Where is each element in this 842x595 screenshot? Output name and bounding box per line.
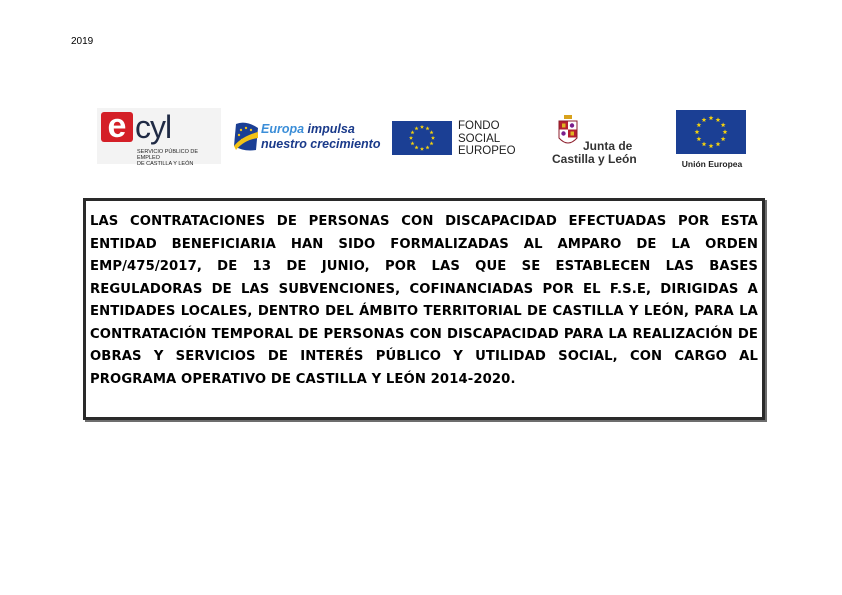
union-europea-logo: [674, 110, 750, 170]
eu-flag-icon: [676, 110, 746, 154]
eu-stars-emblem-icon: [232, 122, 260, 152]
junta-line1: Junta de: [583, 139, 633, 153]
europa-impulsa-line2: nuestro crecimiento: [261, 137, 381, 151]
ecyl-subtitle: [137, 149, 221, 167]
logo-strip: [0, 106, 842, 170]
ecyl-logo: [97, 107, 221, 167]
eu-flag-icon: [392, 121, 452, 155]
europa-impulsa-line1: [261, 122, 355, 136]
notice-box: [83, 198, 765, 420]
fse-logo: [392, 120, 528, 158]
junta-line2: Castilla y León: [552, 152, 637, 166]
impulsa-word: impulsa: [307, 122, 355, 136]
europa-impulsa-logo: [232, 122, 384, 156]
europa-word: Europa: [261, 122, 305, 136]
union-europea-label: Unión Europea: [681, 159, 743, 169]
ecyl-subtitle-line2: DE CASTILLA Y LEÓN: [137, 161, 194, 167]
fse-line2: SOCIAL: [458, 132, 501, 145]
ecyl-mark-letter: e: [107, 107, 127, 145]
fse-line3: EUROPEO: [458, 145, 516, 157]
fse-text: [458, 120, 516, 158]
ecyl-mark: [101, 107, 133, 145]
ecyl-wordmark: cyl: [135, 109, 172, 145]
fse-line1: FONDO: [458, 120, 500, 132]
notice-text: LAS CONTRATACIONES DE PERSONAS CON DISCAPACIDAD EFECTUADAS POR ESTA ENTIDAD BENEFICIARIA HAN SIDO FORMALIZADAS AL AMPARO DE LA ORDEN EMP/475/2017, DE 13 DE JUNIO, POR LAS QUE SE ESTABLECEN LAS BASES REGULADORAS DE LAS SUBVENCIONES, COFINANCIADAS POR EL F.S.E, DIRIGIDAS A ENTIDADES LOCALES, DENTRO DEL ÁMBITO TERRITORIAL DE CASTILLA Y LEÓN, PARA LA CONTRATACIÓN TEMPORAL DE PERSONAS CON DISCAPACIDAD PARA LA REALIZACIÓN DE OBRAS Y SERVICIOS DE INTERÉS PÚBLICO Y UTILIDAD SOCIAL, CON CARGO AL PROGRAMA OPERATIVO DE CASTILLA Y LEÓN 2014-2020.: [90, 214, 758, 387]
coat-of-arms-icon: [557, 114, 579, 148]
junta-logo: [552, 114, 644, 166]
ecyl-subtitle-line1: SERVICIO PÚBLICO DE EMPLEO: [137, 149, 199, 161]
document-year: 2019: [71, 36, 94, 47]
